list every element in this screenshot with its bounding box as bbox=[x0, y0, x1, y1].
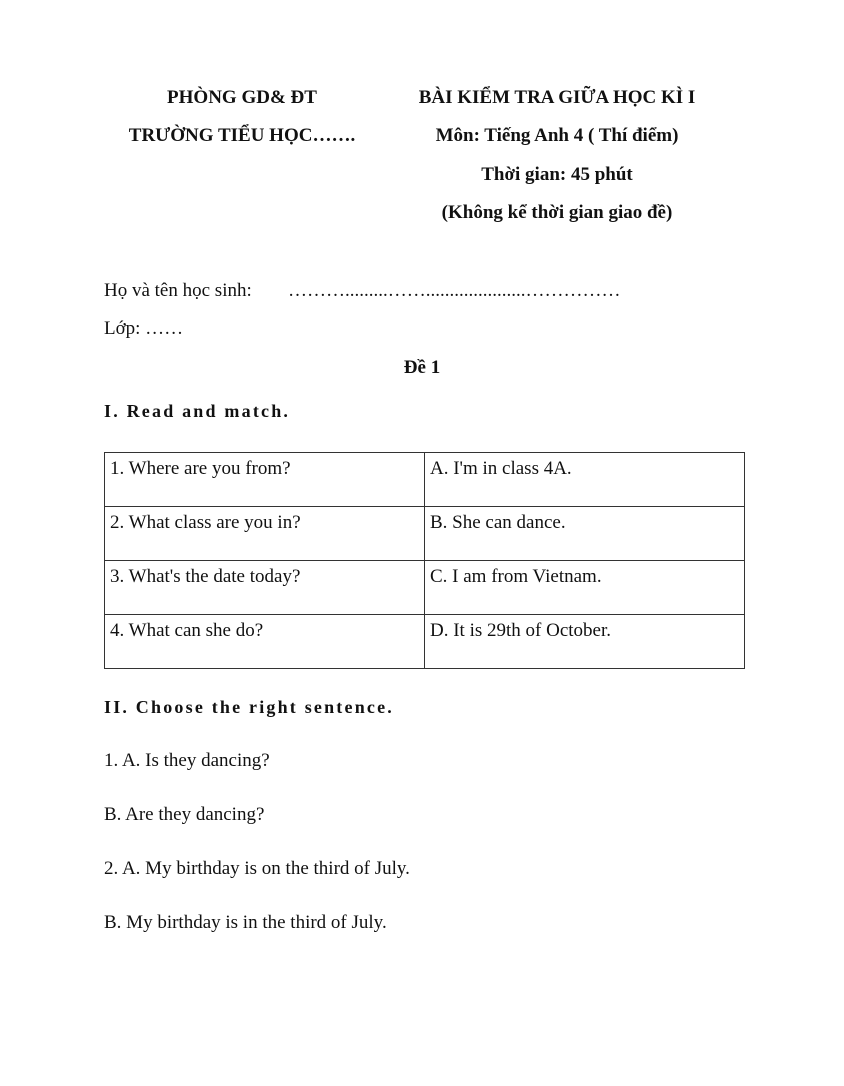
sentence-option: 1. A. Is they dancing? bbox=[104, 750, 270, 771]
exam-duration: Thời gian: 45 phút bbox=[481, 164, 633, 185]
section-1-title: I. Read and match. bbox=[104, 401, 291, 421]
question-cell: 4. What can she do? bbox=[105, 615, 425, 669]
answer-cell: D. It is 29th of October. bbox=[425, 615, 745, 669]
table-row bbox=[105, 615, 745, 669]
answer-cell: A. I'm in class 4A. bbox=[425, 453, 745, 507]
header-school: TRƯỜNG TIỂU HỌC……. bbox=[128, 125, 356, 146]
header-department: PHÒNG GD& ĐT bbox=[167, 87, 317, 108]
table-row bbox=[105, 561, 745, 615]
match-table bbox=[104, 452, 745, 669]
exam-subject: Môn: Tiếng Anh 4 ( Thí điểm) bbox=[435, 125, 679, 146]
sentence-option: 2. A. My birthday is on the third of July. bbox=[104, 858, 410, 879]
question-cell: 2. What class are you in? bbox=[105, 507, 425, 561]
answer-cell: B. She can dance. bbox=[425, 507, 745, 561]
sentence-option: B. My birthday is in the third of July. bbox=[104, 912, 387, 933]
student-name-blank: ……….........…….....................…………… bbox=[288, 280, 621, 301]
student-name-label: Họ và tên học sinh: bbox=[104, 280, 252, 301]
table-row bbox=[105, 507, 745, 561]
exam-code: Đề 1 bbox=[403, 357, 441, 378]
exam-title: BÀI KIỂM TRA GIỮA HỌC KÌ I bbox=[418, 87, 696, 108]
question-cell: 3. What's the date today? bbox=[105, 561, 425, 615]
exam-note: (Không kể thời gian giao đề) bbox=[441, 202, 673, 223]
answer-cell: C. I am from Vietnam. bbox=[425, 561, 745, 615]
section-2-title: II. Choose the right sentence. bbox=[104, 697, 394, 717]
sentence-option: B. Are they dancing? bbox=[104, 804, 265, 825]
table-row bbox=[105, 453, 745, 507]
question-cell: 1. Where are you from? bbox=[105, 453, 425, 507]
class-label: Lớp: …… bbox=[104, 318, 184, 339]
